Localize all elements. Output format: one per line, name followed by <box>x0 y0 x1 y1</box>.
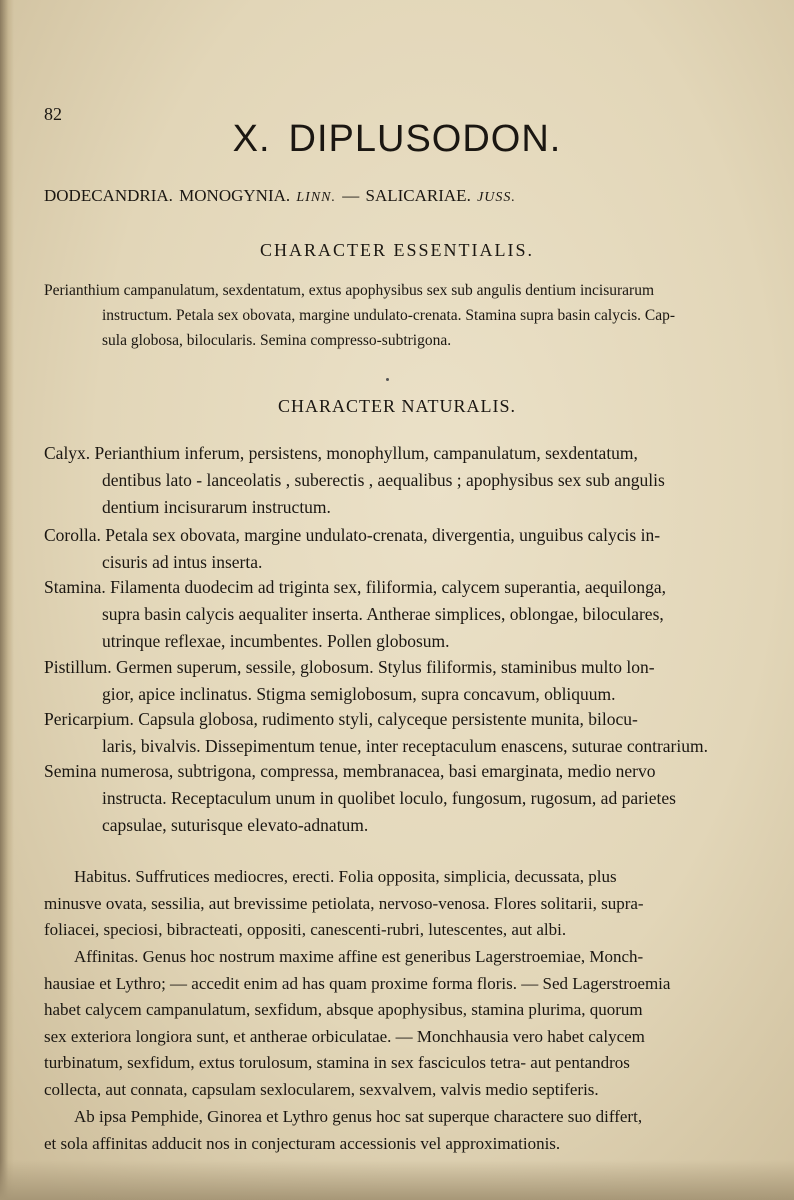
classification-line <box>44 186 516 206</box>
text-line: sex exteriora longiora sunt, et antherae orbiculatae. — Monchhausia vero habet calycem <box>44 1026 645 1046</box>
text-line: Corolla. Petala sex obovata, margine undulato-crenata, divergentia, unguibus calycis in- <box>44 525 661 545</box>
text-line: turbinatum, sexfidum, extus torulosum, stamina in sex fasciculos tetra- aut pentandros <box>44 1053 630 1072</box>
essential-character <box>44 278 784 353</box>
stamina-description <box>44 574 784 655</box>
text-line: Habitus. Suffrutices mediocres, erecti. Folia opposita, simplicia, decussata, plus <box>74 867 617 886</box>
text-line: hausiae et Lythro; — accedit enim ad has quam proxime forma floris. — Sed Lagerstroemia <box>44 973 671 993</box>
text-line: utrinque reflexae, incumbentes. Pollen globosum. <box>102 631 450 651</box>
text-line: et sola affinitas adducit nos in conjecturam accessionis vel approximationis. <box>44 1133 561 1153</box>
text-line: dentium incisurarum instructum. <box>102 497 331 517</box>
pericarpium-description <box>44 706 784 760</box>
text-line: capsulae, suturisque elevato-adnatum. <box>102 815 369 835</box>
essential-line: Perianthium campanulatum, sexdentatum, extus apophysibus sex sub angulis dentium incisurarum <box>44 282 654 299</box>
text-line: supra basin calycis aequaliter inserta. Antherae simplices, oblongae, biloculares, <box>102 604 664 624</box>
genus-name: DIPLUSODON. <box>288 118 562 160</box>
genus-numeral: X. <box>232 118 271 160</box>
habitus-paragraph <box>44 864 784 944</box>
text-line: Pistillum. Germen superum, sessile, globosum. Stylus filiformis, staminibus multo lon- <box>44 657 655 677</box>
text-line: Stamina. Filamenta duodecim ad triginta sex, filiformia, calycem superantia, aequilonga, <box>44 577 667 597</box>
calyx-description <box>44 440 784 521</box>
natural-heading: CHARACTER NATURALIS. <box>277 396 516 416</box>
text-line: instructa. Receptaculum unum in quolibet loculo, fungosum, rugosum, ad parietes <box>102 788 676 808</box>
page-number: 82 <box>44 104 62 124</box>
corolla-description <box>44 522 784 576</box>
jussieu-family: SALICARIAE. <box>365 186 471 205</box>
text-line: dentibus lato - lanceolatis , suberectis , aequalibus ; apophysibus sex sub angulis <box>102 470 665 490</box>
ink-speck <box>386 378 389 381</box>
text-line: cisuris ad intus inserta. <box>102 552 263 572</box>
text-line: habet calycem campanulatum, sexfidum, absque apophysibus, stamina plurima, quorum <box>44 1000 643 1019</box>
text-line: Affinitas. Genus hoc nostrum maxime affine est generibus Lagerstroemiae, Monch- <box>74 947 644 966</box>
semina-description <box>44 758 784 839</box>
page-bottom-shadow <box>0 1160 794 1200</box>
essential-heading: CHARACTER ESSENTIALIS. <box>259 240 534 260</box>
text-line: minusve ovata, sessilia, aut brevissime petiolata, nervoso-venosa. Flores solitarii, supra- <box>44 893 644 913</box>
text-line: collecta, aut connata, capsulam sexlocularem, sexvalvem, valvis medio septiferis. <box>44 1079 599 1099</box>
pistillum-description <box>44 654 784 708</box>
closing-paragraph <box>44 1104 784 1157</box>
essential-line: sula globosa, bilocularis. Semina compresso-subtrigona. <box>102 332 452 349</box>
text-line: Ab ipsa Pemphide, Ginorea et Lythro genus hoc sat superque charactere suo differt, <box>74 1107 643 1126</box>
linnaean-class: DODECANDRIA. MONOGYNIA. <box>44 186 291 205</box>
text-line: laris, bivalvis. Dissepimentum tenue, inter receptaculum enascens, suturae contrarium. <box>102 736 708 756</box>
text-line: Semina numerosa, subtrigona, compressa, membranacea, basi emarginata, medio nervo <box>44 761 656 781</box>
page-gutter-shadow <box>0 0 14 1200</box>
jussieu-authority: JUSS. <box>477 190 516 205</box>
text-line: Calyx. Perianthium inferum, persistens, monophyllum, campanulatum, sexdentatum, <box>44 443 638 463</box>
genus-title <box>0 118 794 161</box>
text-line: gior, apice inclinatus. Stigma semiglobosum, supra concavum, obliquum. <box>102 684 616 704</box>
text-line: foliacei, speciosi, bibracteati, oppositi, canescenti-rubri, lutescentes, aut albi. <box>44 920 567 939</box>
text-line: Pericarpium. Capsula globosa, rudimento styli, calyceque persistente munita, bilocu- <box>44 709 638 729</box>
affinitas-paragraph <box>44 944 784 1103</box>
essential-line: instructum. Petala sex obovata, margine undulato-crenata. Stamina supra basin calycis. Cap- <box>102 307 676 324</box>
dash: — <box>342 186 360 205</box>
linnaean-authority: LINN. <box>296 190 337 205</box>
